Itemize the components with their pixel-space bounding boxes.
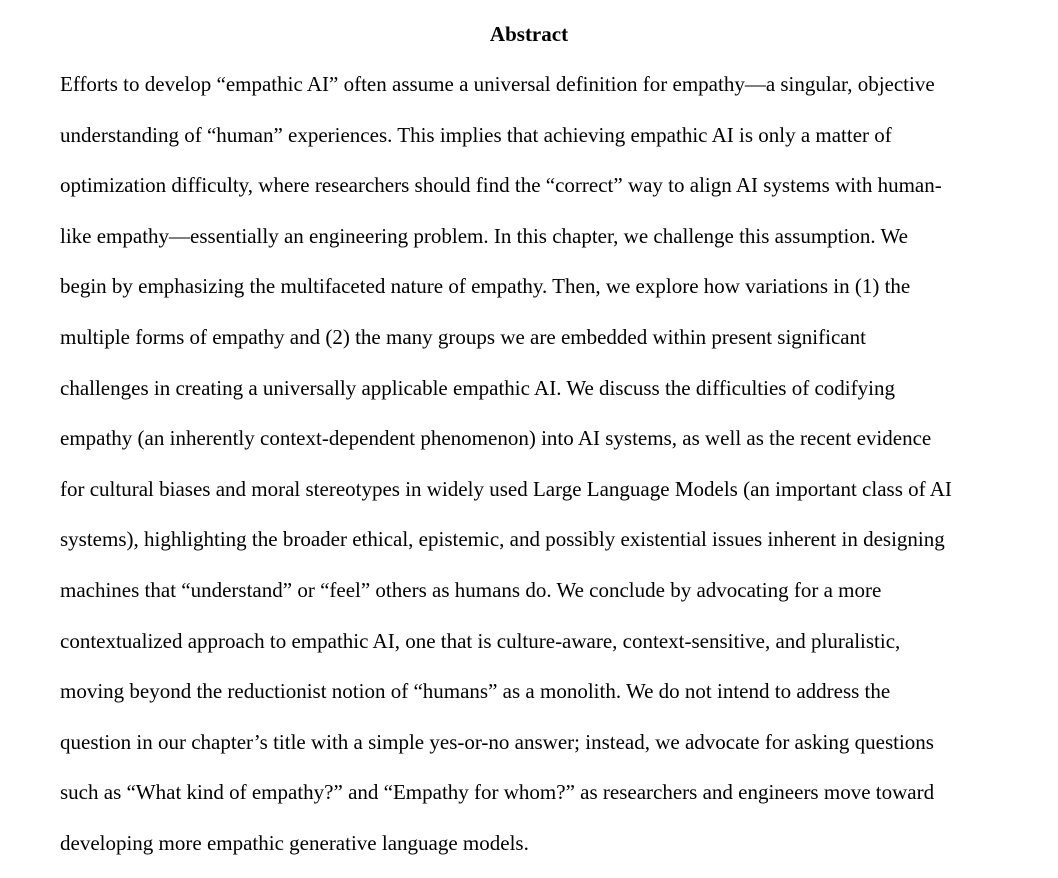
text-line: machines that “understand” or “feel” others as humans do. We conclude by advocating for a more	[60, 577, 882, 602]
text-line: begin by emphasizing the multifaceted nature of empathy. Then, we explore how variations in (1) the	[60, 274, 911, 299]
abstract-heading: Abstract	[489, 22, 569, 46]
text-line: such as “What kind of empathy?” and “Empathy for whom?” as researchers and engineers move toward	[60, 780, 935, 805]
text-line: systems), highlighting the broader ethical, epistemic, and possibly existential issues inherent in designing	[60, 527, 945, 552]
text-line: like empathy—essentially an engineering problem. In this chapter, we challenge this assumption. We	[60, 223, 908, 248]
text-line: question in our chapter’s title with a simple yes-or-no answer; instead, we advocate for asking questions	[60, 729, 934, 754]
text-line: for cultural biases and moral stereotypes in widely used Large Language Models (an important class of AI	[60, 476, 952, 501]
text-line: contextualized approach to empathic AI, one that is culture-aware, context-sensitive, and pluralistic,	[60, 628, 901, 653]
text-line: Efforts to develop “empathic AI” often assume a universal definition for empathy—a singular, objective	[60, 72, 935, 96]
text-line: moving beyond the reductionist notion of “humans” as a monolith. We do not intend to address the	[60, 679, 891, 704]
abstract-paragraph	[60, 68, 952, 878]
text-line: understanding of “human” experiences. This implies that achieving empathic AI is only a matter of	[60, 122, 892, 147]
text-line: multiple forms of empathy and (2) the many groups we are embedded within present significant	[60, 324, 866, 349]
text-line: developing more empathic generative language models.	[60, 830, 529, 855]
text-line: optimization difficulty, where researchers should find the “correct” way to align AI systems with human-	[60, 173, 942, 198]
text-line: empathy (an inherently context-dependent phenomenon) into AI systems, as well as the recent evidence	[60, 426, 932, 451]
text-line: challenges in creating a universally applicable empathic AI. We discuss the difficulties of codifying	[60, 375, 895, 400]
